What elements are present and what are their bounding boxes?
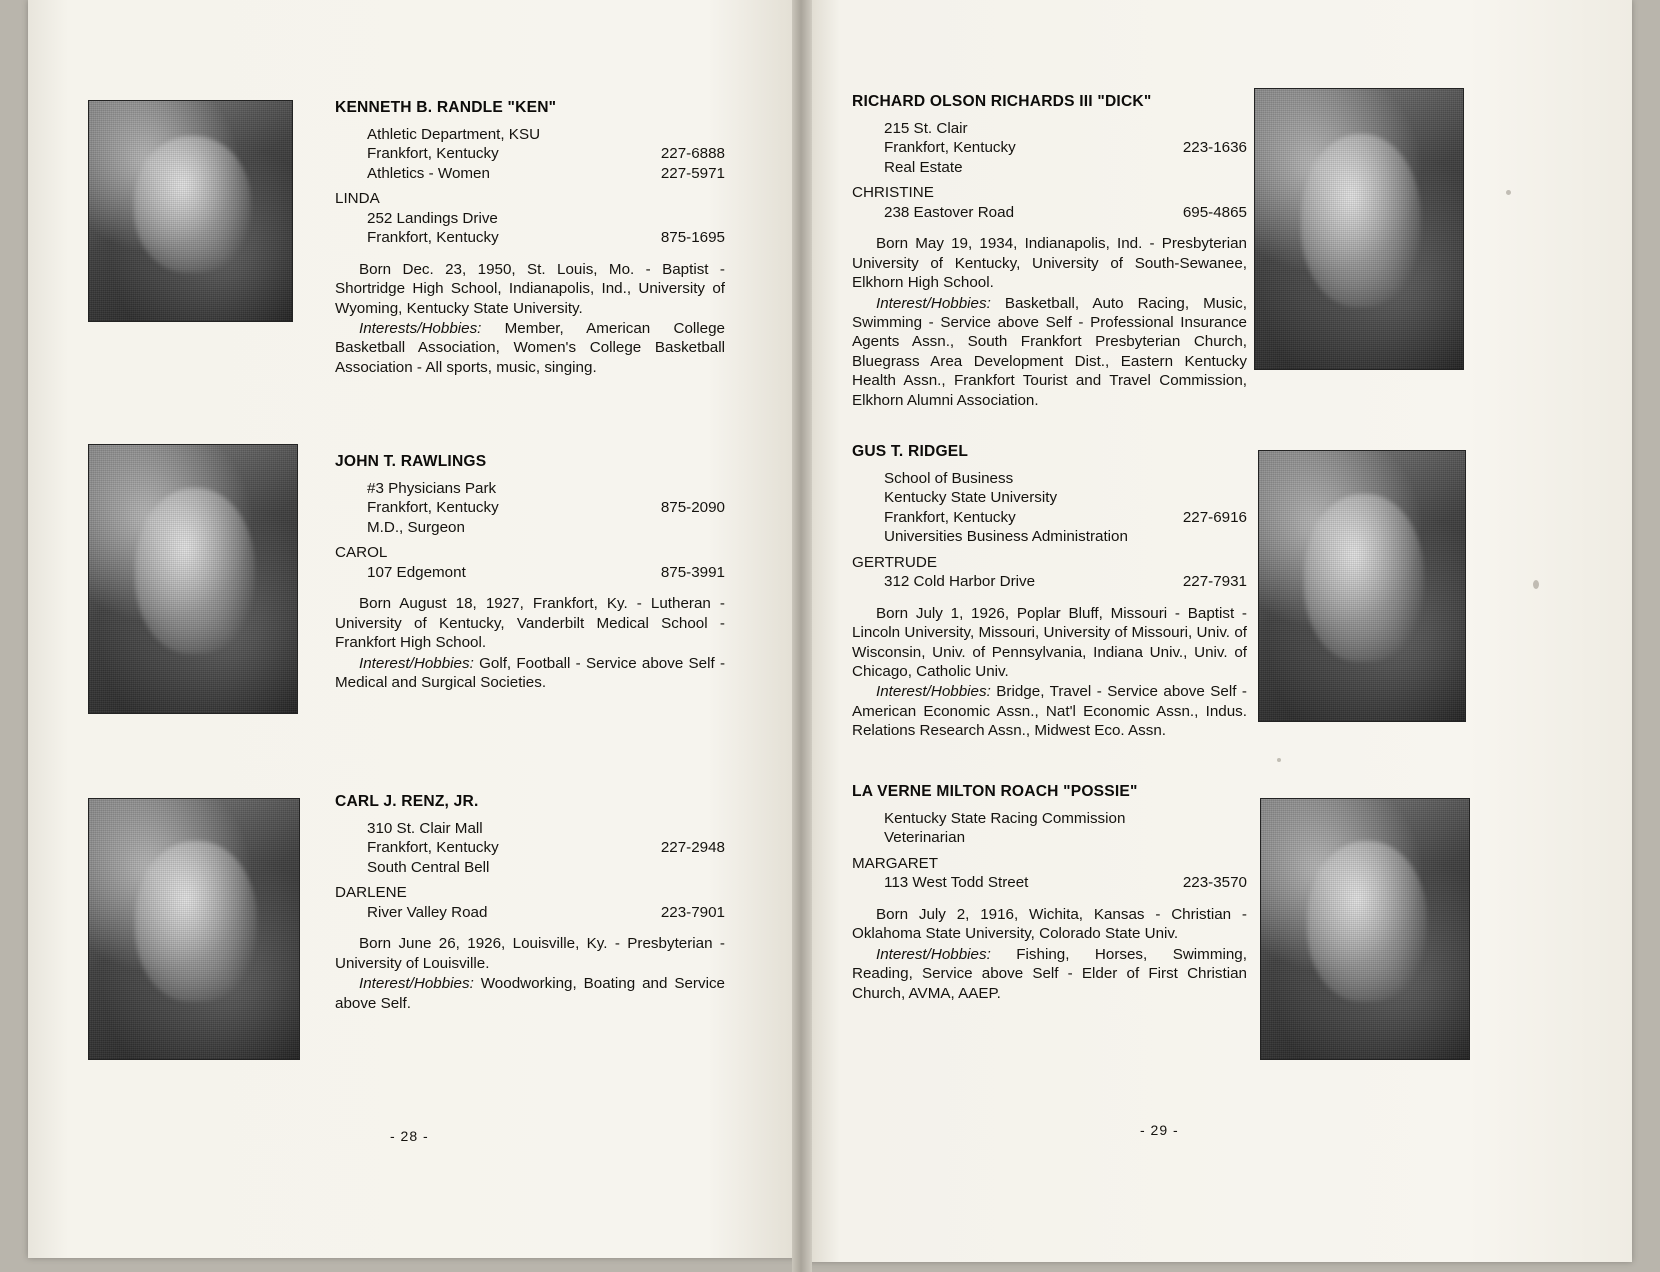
spouse-address-block <box>335 563 725 582</box>
address-line <box>884 828 1247 847</box>
bio-paragraph: Born Dec. 23, 1950, St. Louis, Mo. - Baptist - Shortridge High School, Indianapolis, Ind., University of Wyoming, Kentucky State University. <box>335 260 725 317</box>
address-line <box>367 858 725 877</box>
address-text: 113 West Todd Street <box>884 874 1029 892</box>
interests-label: Interest/Hobbies: <box>876 683 991 701</box>
address-text: #3 Physicians Park <box>367 479 497 497</box>
address-line <box>884 203 1247 222</box>
phone-number: 875-2090 <box>660 499 725 517</box>
address-line <box>367 144 725 163</box>
interests-paragraph <box>852 682 1247 740</box>
phone-number: 227-6916 <box>1182 508 1247 526</box>
interests-paragraph <box>852 945 1247 1003</box>
page-number: - 29 - <box>1140 1122 1179 1138</box>
bio-paragraph: Born May 19, 1934, Indianapolis, Ind. - Presbyterian University of Kentucky, University of South-Sewanee, Elkhorn High School. <box>852 235 1247 292</box>
spouse-address-block <box>852 873 1247 892</box>
address-text: 238 Eastover Road <box>884 203 1015 221</box>
left-page-column <box>60 0 760 1272</box>
entry-text <box>852 442 1247 741</box>
address-text: Frankfort, Kentucky <box>884 139 1016 157</box>
spouse-name: DARLENE <box>335 884 407 902</box>
spouse-address-block <box>852 203 1247 222</box>
address-text: River Valley Road <box>367 903 488 921</box>
biography <box>852 234 1247 410</box>
address-line <box>367 563 725 582</box>
interests-text: Woodworking, Boating and Service above Self. <box>335 975 725 1012</box>
entry-text <box>852 782 1247 1003</box>
address-line <box>884 119 1247 138</box>
phone-number: 695-4865 <box>1182 203 1247 221</box>
address-line <box>884 572 1247 591</box>
interests-paragraph <box>335 319 725 377</box>
interests-text: Basketball, Auto Racing, Music, Swimming - Service above Self - Professional Insurance Agents Assn., South Frankfort Presbyterian Church, Bluegrass Area Development Dist., Eastern Kentucky Health Assn., Frankfort Tourist and Travel Commission, Elkhorn Alumni Association. <box>852 294 1247 409</box>
entry-text <box>335 792 725 1013</box>
spouse-name: CAROL <box>335 544 388 562</box>
bio-paragraph: Born July 1, 1926, Poplar Bluff, Missouri - Baptist - Lincoln University, Missouri, University of Missouri, Univ. of Wisconsin, Univ. of Pennsylvania, Indiana Univ., Univ. of Chicago, Catholic Univ. <box>852 604 1247 681</box>
portrait-photo <box>1258 450 1466 722</box>
address-text: Frankfort, Kentucky <box>884 508 1016 526</box>
address-line <box>367 228 725 247</box>
biography <box>852 604 1247 741</box>
entry-text <box>335 98 725 377</box>
address-text: 107 Edgemont <box>367 563 466 581</box>
phone-number: 223-1636 <box>1182 139 1247 157</box>
spouse-name: CHRISTINE <box>852 184 934 202</box>
member-name: CARL J. RENZ, JR. <box>335 793 479 810</box>
address-text: Kentucky State University <box>884 489 1058 507</box>
interests-label: Interests/Hobbies: <box>359 320 482 338</box>
address-line <box>367 819 725 838</box>
portrait-photo <box>88 100 293 322</box>
member-name: RICHARD OLSON RICHARDS III "DICK" <box>852 93 1152 110</box>
address-line <box>884 508 1247 527</box>
phone-number: 227-6888 <box>660 145 725 163</box>
interests-paragraph <box>335 974 725 1013</box>
interests-text: Bridge, Travel - Service above Self - American Economic Assn., Nat'l Economic Assn., Indus. Relations Research Assn., Midwest Eco. Assn. <box>852 683 1247 740</box>
spouse-name: GERTRUDE <box>852 553 937 571</box>
portrait-photo <box>1254 88 1464 370</box>
address-block <box>335 125 725 183</box>
bio-paragraph: Born June 26, 1926, Louisville, Ky. - Presbyterian - University of Louisville. <box>335 935 725 972</box>
address-block <box>335 819 725 877</box>
interests-label: Interest/Hobbies: <box>359 654 474 672</box>
interests-paragraph <box>335 654 725 693</box>
address-text: 215 St. Clair <box>884 119 968 137</box>
address-block <box>852 119 1247 177</box>
address-text: Veterinarian <box>884 829 966 847</box>
biography <box>335 934 725 1013</box>
address-line <box>367 498 725 517</box>
address-line <box>367 164 725 183</box>
spouse-name: MARGARET <box>852 854 939 872</box>
address-line <box>367 518 725 537</box>
entry-text <box>335 452 725 692</box>
bio-paragraph: Born August 18, 1927, Frankfort, Ky. - Lutheran - University of Kentucky, Vanderbilt Medical School - Frankfort High School. <box>335 595 725 652</box>
interests-label: Interest/Hobbies: <box>876 294 991 312</box>
spouse-address-block <box>335 903 725 922</box>
address-text: South Central Bell <box>367 858 490 876</box>
spouse-address-block <box>335 209 725 248</box>
address-line <box>884 527 1247 546</box>
page-number: - 28 - <box>390 1128 429 1144</box>
member-name: JOHN T. RAWLINGS <box>335 453 487 470</box>
biography <box>335 594 725 692</box>
member-name: LA VERNE MILTON ROACH "POSSIE" <box>852 783 1138 800</box>
phone-number: 223-3570 <box>1182 874 1247 892</box>
right-page-column <box>840 0 1620 1272</box>
phone-number: 875-3991 <box>660 563 725 581</box>
address-text: Frankfort, Kentucky <box>367 145 499 163</box>
address-line <box>884 138 1247 157</box>
address-block <box>852 809 1247 848</box>
interests-label: Interest/Hobbies: <box>359 975 474 993</box>
address-text: Frankfort, Kentucky <box>367 839 499 857</box>
address-line <box>367 838 725 857</box>
address-line <box>884 488 1247 507</box>
portrait-photo <box>1260 798 1470 1060</box>
address-text: Athletic Department, KSU <box>367 125 541 143</box>
interests-text: Fishing, Horses, Swimming, Reading, Service above Self - Elder of First Christian Church, AVMA, AAEP. <box>852 945 1247 1002</box>
phone-number: 223-7901 <box>660 903 725 921</box>
address-text: Kentucky State Racing Commission <box>884 809 1126 827</box>
address-line <box>367 479 725 498</box>
address-block <box>335 479 725 537</box>
spouse-name: LINDA <box>335 190 380 208</box>
phone-number: 227-7931 <box>1182 573 1247 591</box>
address-line <box>367 209 725 228</box>
phone-number: 227-5971 <box>660 164 725 182</box>
address-line <box>884 873 1247 892</box>
interests-text: Member, American College Basketball Association, Women's College Basketball Association - All sports, music, singing. <box>335 320 725 376</box>
address-line <box>367 903 725 922</box>
address-text: Frankfort, Kentucky <box>367 229 499 247</box>
member-name: KENNETH B. RANDLE "KEN" <box>335 99 557 116</box>
address-text: 310 St. Clair Mall <box>367 819 483 837</box>
address-text: School of Business <box>884 469 1014 487</box>
spouse-address-block <box>852 572 1247 591</box>
portrait-photo <box>88 444 298 714</box>
interests-paragraph <box>852 294 1247 411</box>
address-line <box>884 158 1247 177</box>
address-text: 252 Landings Drive <box>367 209 498 227</box>
biography <box>852 905 1247 1003</box>
address-line <box>367 125 725 144</box>
interests-text: Golf, Football - Service above Self - Medical and Surgical Societies. <box>335 654 725 692</box>
address-text: Frankfort, Kentucky <box>367 499 499 517</box>
entry-text <box>852 92 1247 410</box>
biography <box>335 260 725 378</box>
address-text: M.D., Surgeon <box>367 518 465 536</box>
member-name: GUS T. RIDGEL <box>852 443 969 460</box>
bio-paragraph: Born July 2, 1916, Wichita, Kansas - Christian - Oklahoma State University, Colorado State Univ. <box>852 905 1247 943</box>
address-line <box>884 809 1247 828</box>
address-block <box>852 469 1247 547</box>
phone-number: 227-2948 <box>660 839 725 857</box>
phone-number: 875-1695 <box>660 229 725 247</box>
address-text: Athletics - Women <box>367 164 490 182</box>
interests-label: Interest/Hobbies: <box>876 945 991 963</box>
address-line <box>884 469 1247 488</box>
address-text: Real Estate <box>884 158 963 176</box>
book-gutter <box>792 0 812 1272</box>
portrait-photo <box>88 798 300 1060</box>
address-text: Universities Business Administration <box>884 528 1128 546</box>
address-text: 312 Cold Harbor Drive <box>884 573 1036 591</box>
